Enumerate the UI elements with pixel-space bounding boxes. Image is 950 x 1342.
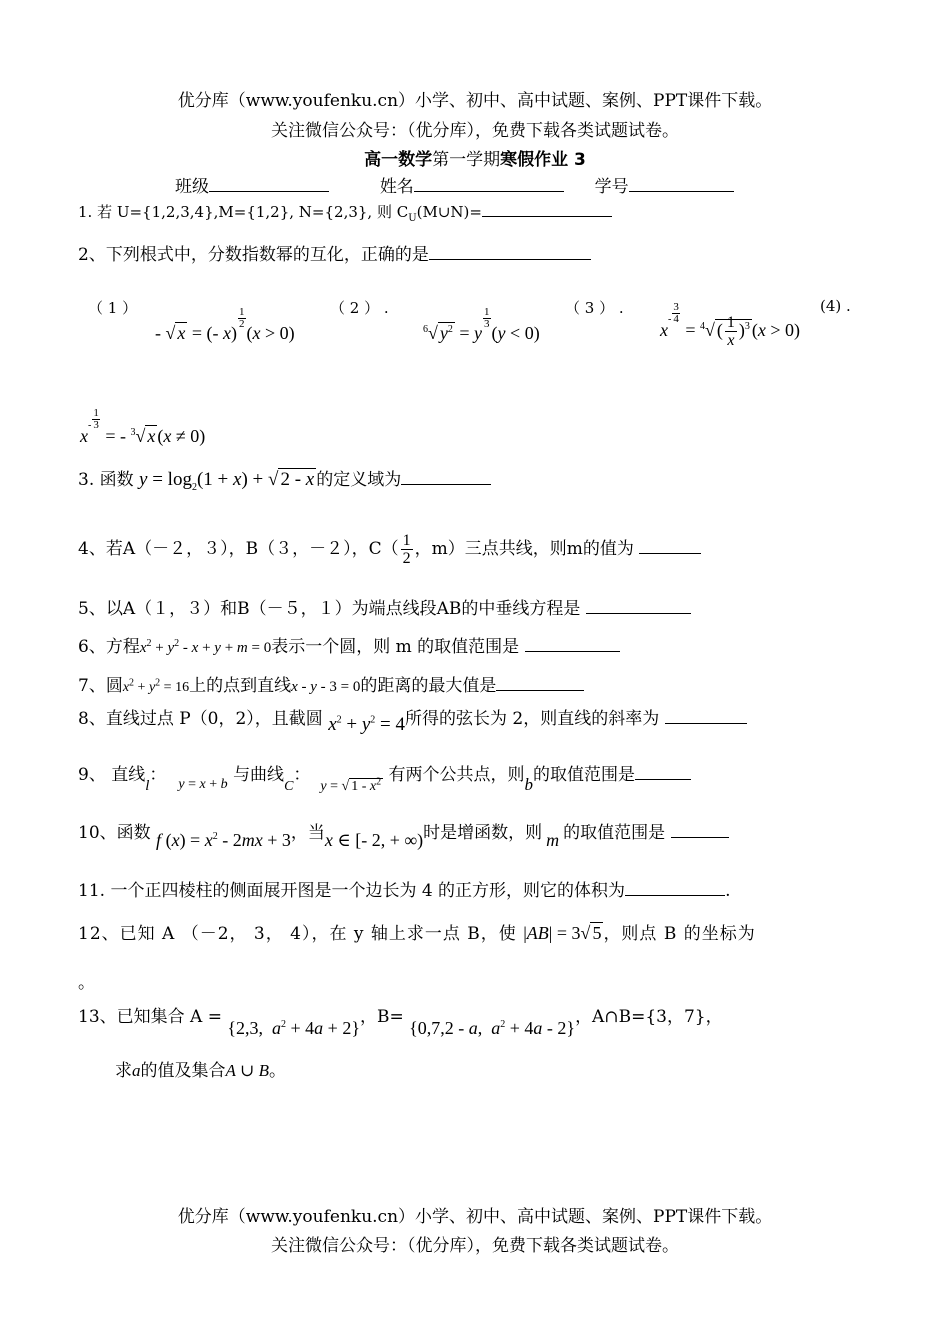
q6-blank [525, 636, 620, 652]
q10-function-formula: f $(x) = x^2 - 2mx + 3$ [156, 830, 291, 850]
question-11 [78, 876, 730, 901]
q6-suffix: 表示一个圆，则 m 的取值范围是 [271, 637, 520, 657]
question-9: 9、 直线l： $_{y = x + b}$ 与曲线$_C$：$_{y = √ 1 - x^2}$ 有两个公共点，则b的取值范围是 [78, 760, 691, 795]
footer-line-1: 优分库（www.youfenku.cn）小学、初中、高中试题、案例、PPT课件下载。 [177, 1207, 773, 1227]
question-5 [78, 594, 691, 619]
q8-formula: $x^2 + y^2 = 4$ [328, 714, 406, 735]
q2-option-4-formula: x- $\frac{1}{3}$ = - $^3$√ x (x ≠ 0) [80, 407, 206, 446]
id-blank [629, 176, 734, 192]
question-8 [78, 704, 747, 736]
question-7 [78, 671, 584, 696]
q9-b: b [524, 775, 534, 794]
q8-suffix: 所得的弦长为 2，则直线的斜率为 [405, 709, 660, 729]
q5-text: 5、以A（１，３）和B（－５，１）为端点线段AB的中垂线方程是 [78, 599, 581, 619]
q10-suffix: 的取值范围是 [563, 823, 666, 843]
header-line-2: 关注微信公众号：（优分库），免费下载各类试题试卷。 [271, 121, 679, 141]
q9-suffix: 的取值范围是 [533, 765, 636, 785]
q12-formula: |AB| = 3√ 5 [523, 923, 602, 943]
q2-option-2-label: （ 2 ） . [330, 299, 389, 317]
q7-suffix: 的距离的最大值是 [360, 676, 497, 696]
question-3 [78, 465, 491, 491]
q7-prefix: 7、圆 [78, 676, 123, 696]
question-13 [78, 1002, 723, 1039]
q1-tail: (M∪N)= [416, 203, 482, 221]
q8-blank [665, 708, 747, 724]
q7-line-formula: x - y - 3 = 0 [291, 679, 361, 695]
q9-mid-1: 与曲线 [233, 765, 285, 785]
q4-prefix: 4、若A（－２，３），B（３，－２），C（ [78, 539, 399, 559]
question-6 [78, 632, 620, 657]
q13-prefix: 13、已知集合 A = [78, 1007, 222, 1027]
q13-set-a-formula: {2,3, $a^2 + 4a + 2$} [227, 1018, 360, 1038]
title-part-2: 第一学期 [432, 150, 501, 170]
q13-line2-end: 。 [269, 1061, 287, 1081]
q6-prefix: 6、方程 [78, 637, 140, 657]
q8-prefix: 8、直线过点 P（0，2），且截圆 [78, 709, 323, 729]
q7-circle-formula: $x^2 + y^2 = 16$ [122, 677, 190, 695]
q1-text: 1. 若 U={1,2,3,4},M={1,2}, N={2,3}, 则 C [78, 203, 409, 221]
q2-option-1-formula: - √ x = (- x) $\frac{1}{2}$ (x > 0) [155, 306, 295, 343]
q9-c: C [284, 779, 294, 794]
question-4 [78, 532, 701, 567]
q10-prefix: 10、函数 [78, 823, 151, 843]
q10-mid-2: 时是增函数，则 [423, 823, 543, 843]
q9-curve-formula: y = √ 1 - x2 [320, 776, 382, 794]
q7-blank [496, 675, 584, 691]
q2-option-1-label: （ 1 ） [88, 299, 138, 317]
name-blank [414, 176, 564, 192]
q13-line-2 [115, 1056, 286, 1081]
q10-mid: ，当 [290, 823, 325, 843]
question-12 [78, 919, 756, 944]
header-line-1: 优分库（www.youfenku.cn）小学、初中、高中试题、案例、PPT课件下载。 [177, 91, 773, 111]
footer-line-2: 关注微信公众号：（优分库），免费下载各类试题试卷。 [271, 1236, 679, 1256]
q12-end: 。 [78, 973, 95, 993]
q13-var-a: a [132, 1061, 141, 1080]
page-title [0, 145, 950, 170]
q12-suffix: ，则点 B 的坐标为 [603, 924, 756, 944]
class-blank [209, 176, 329, 192]
q11-end: . [725, 881, 731, 901]
q4-blank [639, 538, 701, 554]
title-part-1: 高一数学 [364, 150, 433, 170]
q2-option-4-label: (4) . [820, 297, 851, 315]
q10-blank [671, 822, 729, 838]
q3-prefix: 3. 函数 [78, 470, 134, 490]
q9-blank [635, 764, 691, 780]
q7-mid: 上的点到直线 [189, 676, 292, 696]
q1-subscript: U [408, 213, 417, 224]
q9-prefix: 9、 直线 [78, 765, 146, 785]
info-line [175, 172, 734, 197]
title-part-3: 寒假作业 3 [500, 150, 586, 170]
q4-suffix: ，m）三点共线，则m的值为 [414, 539, 634, 559]
q11-text: 11. 一个正四棱柱的侧面展开图是一个边长为 4 的正方形，则它的体积为 [78, 881, 626, 901]
q1-blank [482, 201, 612, 217]
q3-blank [401, 469, 491, 485]
q3-formula: $y = \log_2(1 + x)$ + √ 2 - x [139, 469, 315, 493]
q9-mid-2: 有两个公共点，则 [388, 765, 525, 785]
q2-text: 2、下列根式中，分数指数幂的互化，正确的是 [78, 245, 429, 265]
q2-option-3-formula: x- $\frac{3}{4}$ = $^4$√ ( $\frac{1}{x}$ )$^3$ (x > 0) [660, 301, 801, 350]
q3-suffix: 的定义域为 [316, 470, 402, 490]
q13-line2-mid: 的值及集合 [140, 1061, 226, 1081]
q11-blank [625, 880, 725, 896]
class-label: 班级 [175, 177, 209, 197]
q9-line-formula: y = x + b [178, 777, 228, 792]
q10-m: m [546, 830, 560, 850]
q6-formula: $x^2 + y^2 - x + y + m = 0$ [139, 638, 272, 656]
q13-set-b-formula: {0,7,2 - a, $a^2 + 4a - 2$} [409, 1018, 576, 1038]
q2-option-3-label: （ 3 ） . [565, 299, 624, 317]
q13-line2-prefix: 求 [115, 1061, 132, 1081]
q2-option-2-formula: $^6$√ $y^2 = y$ $\frac{1}{3}$ (y < 0) [423, 306, 540, 343]
question-2 [78, 240, 591, 265]
q2-blank [429, 244, 591, 260]
question-1 [78, 201, 612, 222]
q13-suffix: ，A∩B={3，7}， [575, 1007, 723, 1027]
question-10 [78, 818, 729, 851]
id-label: 学号 [594, 177, 629, 197]
q9-l: l [145, 778, 150, 794]
q13-mid: ，B= [359, 1007, 404, 1027]
q12-prefix: 12、已知 A （－2， 3， 4），在 y 轴上求一点 B，使 [78, 924, 517, 944]
q10-interval-formula: x ∈ [- 2, + ∞) [324, 830, 424, 850]
name-label: 姓名 [379, 177, 414, 197]
q13-union-formula: A ∪ B [225, 1061, 270, 1080]
q5-blank [586, 598, 691, 614]
q4-fraction: $\frac{1}{2}$ [402, 532, 411, 567]
